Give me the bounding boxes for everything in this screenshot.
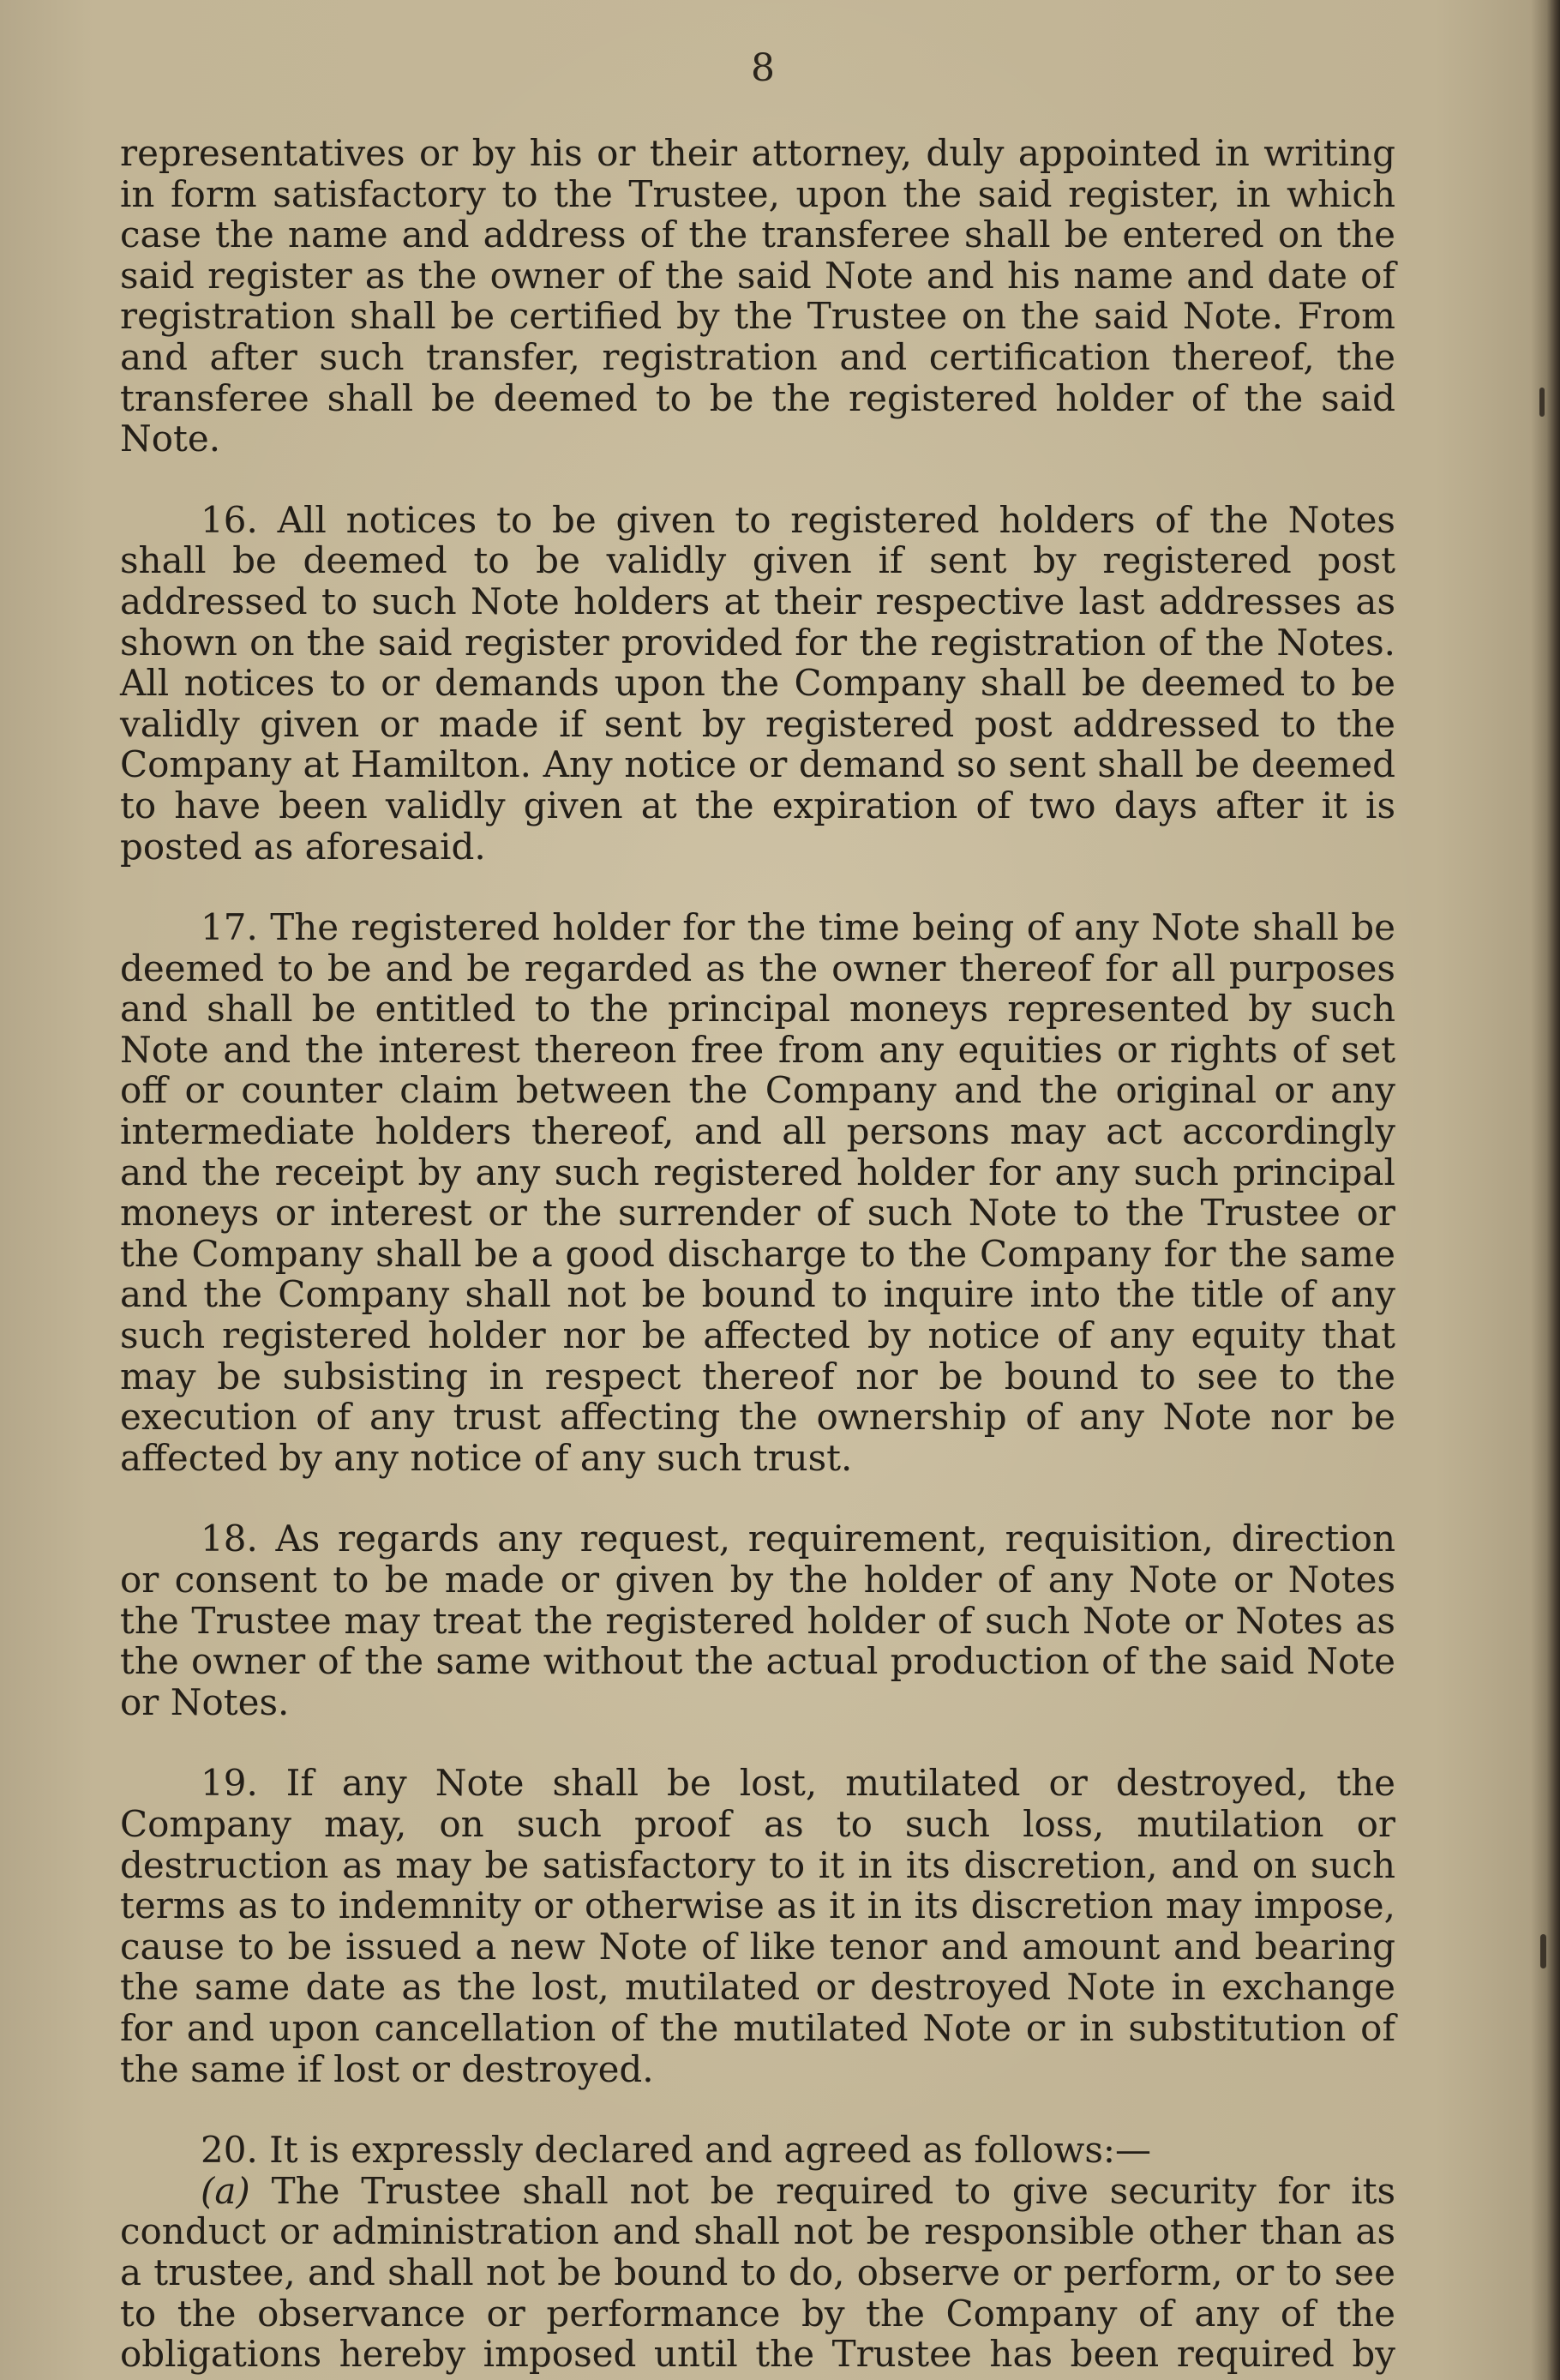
- clause-20-a: [120, 2171, 1395, 2375]
- binding-mark: [1540, 1934, 1546, 1968]
- continuation-paragraph: representatives or by his or their attorney, duly appointed in writing in form satisfactory to the Trustee, upon the said register, in which case the name and address of the transferee shall be entered on the said register as the owner of the said Note and his name and date of registration shall be certified by the Trustee on the said Note. From and after such transfer, registration and certification thereof, the transferee shall be deemed to be the registered holder of the said Note.: [120, 132, 1395, 460]
- clause-19: 19. If any Note shall be lost, mutilated or destroyed, the Company may, on such proof as to such loss, mutilation or destruction as may be satisfactory to it in its discretion, and on such terms as to indemnity or otherwise as it in its discretion may impose, cause to be issued a new Note of like tenor and amount and bearing the same date as the lost, mutilated or destroyed Note in exchange for and upon cancellation of the mutilated Note or in substitution of the same if lost or destroyed.: [120, 1762, 1395, 2090]
- binding-mark: [1539, 388, 1545, 417]
- clause-18: 18. As regards any request, requirement, requisition, direction or consent to be made or given by the holder of any Note or Notes the Trustee may treat the registered holder of such Note or Notes as the owner of the same without the actual production of the said Note or Notes.: [120, 1518, 1395, 1723]
- clause-16: 16. All notices to be given to registered holders of the Notes shall be deemed to be validly given if sent by registered post addressed to such Note holders at their respective last addresses as shown on the said register provided for the registration of the Notes. All notices to or demands upon the Company shall be deemed to be validly given or made if sent by registered post addressed to the Company at Hamilton. Any notice or demand so sent shall be deemed to have been validly given at the expiration of two days after it is posted as aforesaid.: [120, 498, 1395, 868]
- subclause-text: The Trustee shall not be required to give security for its conduct or administration and shall not be responsible other than as a trustee, and shall not be bound to do, observe or perform, or to see to the observance or performance by the Company of any of the obligations hereby imposed until the Trustee has been required by: [120, 2169, 1395, 2376]
- subclause-label: (a): [201, 2169, 250, 2212]
- clause-20: 20. It is expressly declared and agreed as follows:—: [201, 2129, 1152, 2172]
- page-edge-shadow: [1531, 0, 1560, 2380]
- page-number: 8: [751, 46, 775, 90]
- document-body: [120, 133, 1395, 2375]
- clause-17: 17. The registered holder for the time being of any Note shall be deemed to be and be regarded as the owner thereof for all purposes and shall be entitled to the principal moneys represented by such Note and the interest thereon free from any equities or rights of set off or counter claim between the Company and the original or any intermediate holders thereof, and all persons may act accordingly and the receipt by any such registered holder for any such principal moneys or interest or the surrender of such Note to the Trustee or the Company shall be a good discharge to the Company for the same and the Company shall not be bound to inquire into the title of any such registered holder nor be affected by notice of any equity that may be subsisting in respect thereof nor be bound to see to the execution of any trust affecting the ownership of any Note nor be affected by any notice of any such trust.: [120, 906, 1395, 1479]
